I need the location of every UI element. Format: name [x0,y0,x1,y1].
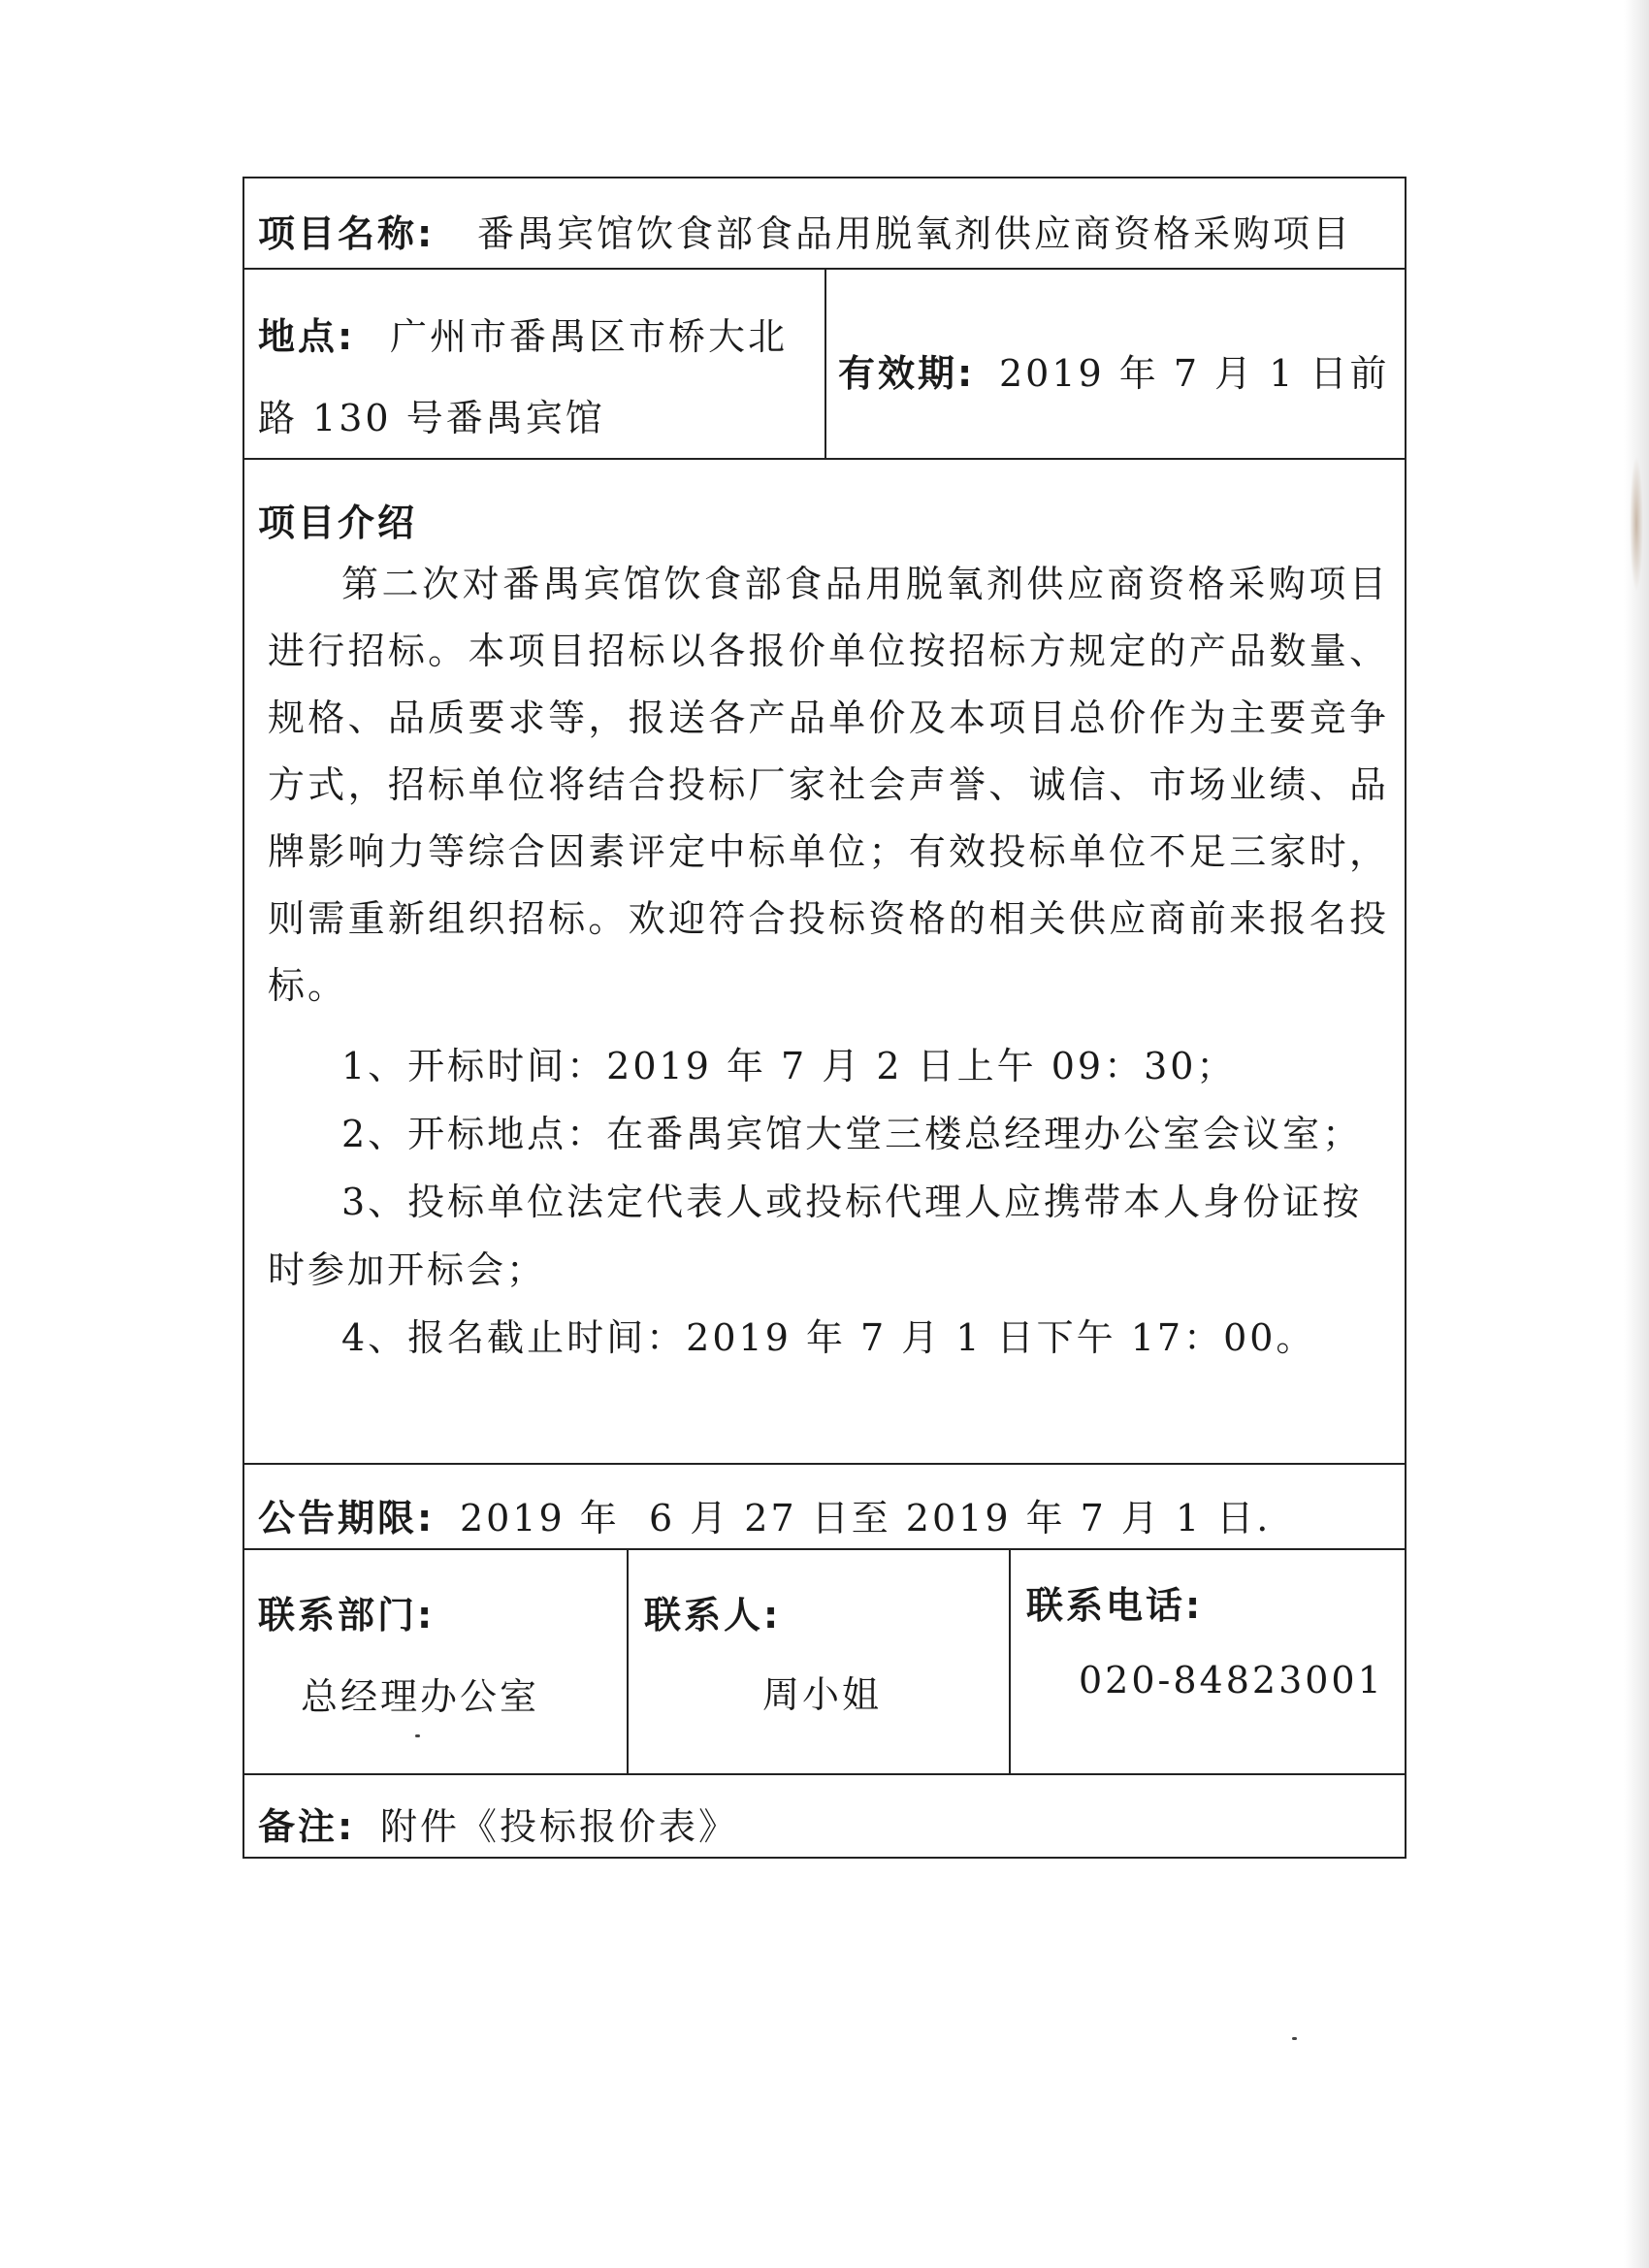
contact-person-value: 周小姐 [762,1673,883,1716]
scan-edge [1624,0,1649,2268]
location-line2: 路 130 号番禺宾馆 [258,397,605,439]
intro-item-2: 2、开标地点：在番禺宾馆大堂三楼总经理办公室会议室； [341,1113,1363,1155]
contact-phone-cell [1011,1550,1406,1773]
validity-value: 2019 年 7 月 1 日前 [999,352,1390,395]
intro-item-4: 4、报名截止时间：2019 年 7 月 1 日下午 17：00。 [341,1316,1316,1359]
scan-speck [1292,2037,1297,2040]
announcement-table [242,177,1406,1859]
contact-row [244,1550,1405,1775]
intro-item-1: 1、开标时间：2019 年 7 月 2 日上午 09：30； [341,1045,1237,1087]
location-row [244,270,1405,460]
contact-person-label: 联系人: [644,1594,782,1636]
location-cell [244,270,826,458]
contact-dept-value: 总经理办公室 [301,1675,540,1718]
remarks-row [244,1775,1405,1857]
project-name-label: 项目名称: [258,212,436,255]
remarks-label: 备注: [258,1805,356,1848]
contact-dept-cell [244,1550,629,1773]
contact-phone-value: 020-84823001 [1079,1659,1384,1701]
intro-item-3: 3、投标单位法定代表人或投标代理人应携带本人身份证按 [341,1181,1363,1223]
project-name-value: 番禺宾馆饮食部食品用脱氧剂供应商资格采购项目 [477,212,1353,255]
notice-period-row [244,1465,1405,1550]
intro-item-3-cont: 时参加开标会； [268,1248,547,1291]
remarks-value: 附件《投标报价表》 [380,1805,739,1848]
scan-mark [1630,456,1643,592]
location-label: 地点: [258,315,356,358]
contact-phone-label: 联系电话: [1026,1584,1204,1627]
intro-heading: 项目介绍 [258,502,418,544]
notice-period-label: 公告期限: [258,1497,436,1539]
project-name-row [244,178,1405,270]
contact-person-cell [629,1550,1011,1773]
contact-dept-label: 联系部门: [258,1594,436,1636]
intro-row [244,460,1405,1465]
validity-label: 有效期: [838,352,976,395]
project-name-cell [244,178,1405,268]
location-line1: 广州市番禺区市桥大北 [390,315,789,358]
validity-cell [826,270,1406,458]
notice-period-value: 2019 年 6 月 27 日至 2019 年 7 月 1 日. [460,1497,1272,1539]
intro-paragraph: 第二次对番禺宾馆饮食部食品用脱氧剂供应商资格采购项目进行招标。本项目招标以各报价单位按招标方规定的产品数量、规格、品质要求等，报送各产品单价及本项目总价作为主要竞争方式，招标单位将结合投标厂家社会声誉、诚信、市场业绩、品牌影响力等综合因素评定中标单位；有效投标单位不足三家时，则需重新组织招标。欢迎符合投标资格的相关供应商前来报名投标。 [268,563,1389,1007]
